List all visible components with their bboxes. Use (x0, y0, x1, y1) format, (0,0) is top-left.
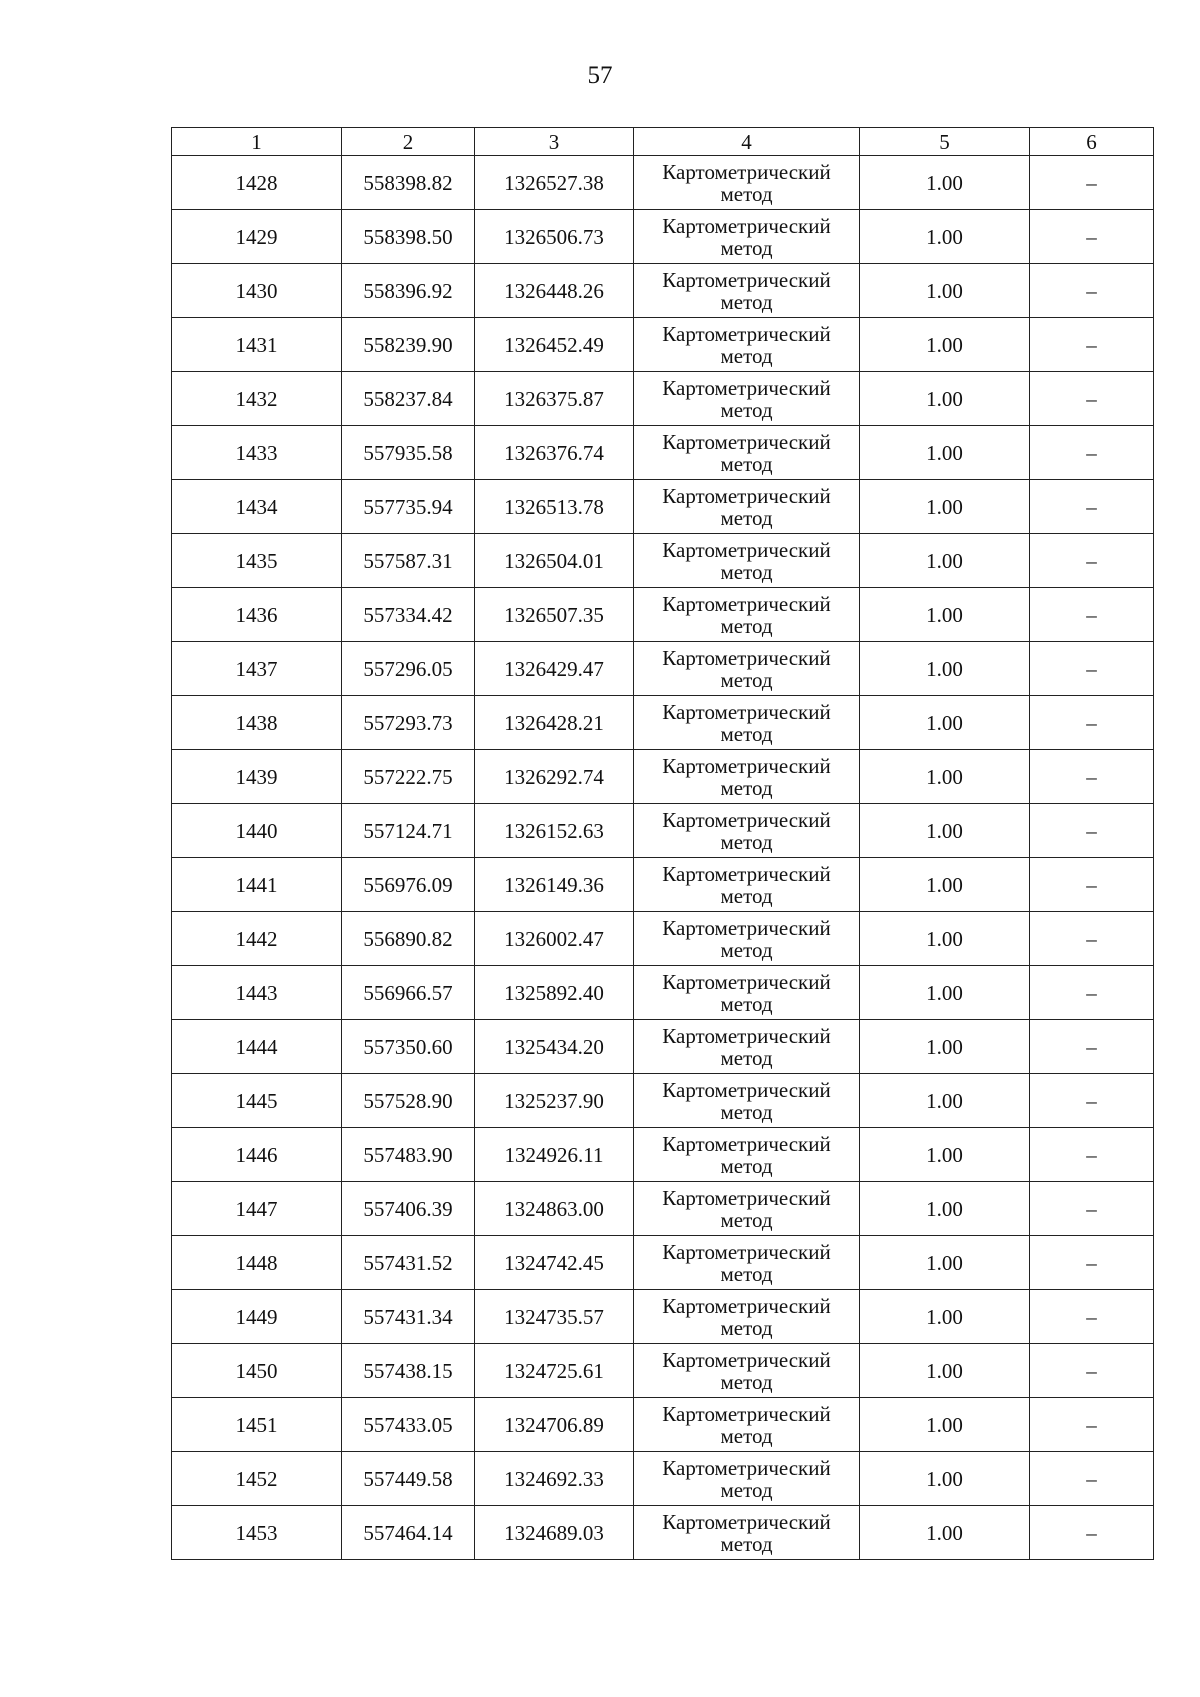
note-cell: – (1030, 1506, 1154, 1560)
method-line-2: метод (720, 991, 773, 1016)
accuracy-cell: 1.00 (860, 1506, 1030, 1560)
note-cell: – (1030, 1344, 1154, 1398)
method-line-2: метод (720, 667, 773, 692)
note-cell: – (1030, 210, 1154, 264)
table-row (172, 1506, 1154, 1560)
table-body (172, 156, 1154, 1560)
accuracy-cell: 1.00 (860, 642, 1030, 696)
header-row (172, 128, 1154, 156)
accuracy-cell: 1.00 (860, 1182, 1030, 1236)
x-coordinate-cell: 556890.82 (342, 912, 475, 966)
y-coordinate-cell: 1326149.36 (475, 858, 634, 912)
table-row (172, 1236, 1154, 1290)
accuracy-cell: 1.00 (860, 318, 1030, 372)
method-cell (634, 318, 860, 372)
page-number: 57 (587, 62, 613, 89)
method-line-1: Картометрический (662, 321, 831, 346)
y-coordinate-cell: 1326428.21 (475, 696, 634, 750)
note-cell: – (1030, 426, 1154, 480)
y-coordinate-cell: 1326504.01 (475, 534, 634, 588)
x-coordinate-cell: 557296.05 (342, 642, 475, 696)
method-cell (634, 426, 860, 480)
method-line-1: Картометрический (662, 645, 831, 670)
x-coordinate-cell: 556976.09 (342, 858, 475, 912)
table-row (172, 426, 1154, 480)
method-line-1: Картометрический (662, 753, 831, 778)
method-cell (634, 534, 860, 588)
table-row (172, 1128, 1154, 1182)
method-cell (634, 480, 860, 534)
accuracy-cell: 1.00 (860, 210, 1030, 264)
note-cell: – (1030, 264, 1154, 318)
method-cell (634, 858, 860, 912)
method-cell (634, 156, 860, 210)
table-row (172, 1182, 1154, 1236)
x-coordinate-cell: 557350.60 (342, 1020, 475, 1074)
accuracy-cell: 1.00 (860, 750, 1030, 804)
note-cell: – (1030, 1074, 1154, 1128)
method-line-1: Картометрический (662, 861, 831, 886)
method-cell (634, 966, 860, 1020)
method-line-1: Картометрический (662, 591, 831, 616)
method-line-1: Картометрический (662, 267, 831, 292)
coordinates-table (171, 127, 1154, 1560)
method-line-1: Картометрический (662, 483, 831, 508)
point-number-cell: 1445 (172, 1074, 342, 1128)
note-cell: – (1030, 642, 1154, 696)
table-row (172, 1344, 1154, 1398)
accuracy-cell: 1.00 (860, 480, 1030, 534)
point-number-cell: 1431 (172, 318, 342, 372)
table-row (172, 912, 1154, 966)
x-coordinate-cell: 557587.31 (342, 534, 475, 588)
table-row (172, 1020, 1154, 1074)
method-line-2: метод (720, 1369, 773, 1394)
point-number-cell: 1437 (172, 642, 342, 696)
note-cell: – (1030, 318, 1154, 372)
method-line-2: метод (720, 613, 773, 638)
method-line-2: метод (720, 1153, 773, 1178)
method-cell (634, 588, 860, 642)
point-number-cell: 1453 (172, 1506, 342, 1560)
method-cell (634, 264, 860, 318)
note-cell: – (1030, 858, 1154, 912)
accuracy-cell: 1.00 (860, 1020, 1030, 1074)
point-number-cell: 1452 (172, 1452, 342, 1506)
y-coordinate-cell: 1326513.78 (475, 480, 634, 534)
method-cell (634, 912, 860, 966)
method-line-2: метод (720, 559, 773, 584)
method-cell (634, 1074, 860, 1128)
note-cell: – (1030, 750, 1154, 804)
method-line-1: Картометрический (662, 375, 831, 400)
method-line-1: Картометрический (662, 807, 831, 832)
point-number-cell: 1448 (172, 1236, 342, 1290)
accuracy-cell: 1.00 (860, 1452, 1030, 1506)
method-line-1: Картометрический (662, 1347, 831, 1372)
method-cell (634, 696, 860, 750)
y-coordinate-cell: 1326429.47 (475, 642, 634, 696)
table-row (172, 696, 1154, 750)
header-col-1: 1 (172, 128, 342, 156)
accuracy-cell: 1.00 (860, 858, 1030, 912)
point-number-cell: 1447 (172, 1182, 342, 1236)
method-line-1: Картометрический (662, 1401, 831, 1426)
x-coordinate-cell: 557464.14 (342, 1506, 475, 1560)
y-coordinate-cell: 1324692.33 (475, 1452, 634, 1506)
y-coordinate-cell: 1326507.35 (475, 588, 634, 642)
point-number-cell: 1428 (172, 156, 342, 210)
note-cell: – (1030, 1020, 1154, 1074)
method-cell (634, 1290, 860, 1344)
method-line-1: Картометрический (662, 1239, 831, 1264)
method-cell (634, 1398, 860, 1452)
table-row (172, 966, 1154, 1020)
method-line-1: Картометрический (662, 1131, 831, 1156)
method-line-2: метод (720, 181, 773, 206)
method-line-1: Картометрический (662, 1509, 831, 1534)
method-cell (634, 210, 860, 264)
method-line-1: Картометрический (662, 699, 831, 724)
method-cell (634, 1452, 860, 1506)
y-coordinate-cell: 1326376.74 (475, 426, 634, 480)
y-coordinate-cell: 1324863.00 (475, 1182, 634, 1236)
x-coordinate-cell: 558398.82 (342, 156, 475, 210)
x-coordinate-cell: 557334.42 (342, 588, 475, 642)
y-coordinate-cell: 1326448.26 (475, 264, 634, 318)
method-line-2: метод (720, 1477, 773, 1502)
table-row (172, 1290, 1154, 1344)
accuracy-cell: 1.00 (860, 588, 1030, 642)
accuracy-cell: 1.00 (860, 1236, 1030, 1290)
note-cell: – (1030, 696, 1154, 750)
note-cell: – (1030, 912, 1154, 966)
x-coordinate-cell: 558398.50 (342, 210, 475, 264)
table-row (172, 750, 1154, 804)
y-coordinate-cell: 1324742.45 (475, 1236, 634, 1290)
method-line-2: метод (720, 1207, 773, 1232)
x-coordinate-cell: 557735.94 (342, 480, 475, 534)
method-line-2: метод (720, 1315, 773, 1340)
method-line-1: Картометрический (662, 1293, 831, 1318)
accuracy-cell: 1.00 (860, 912, 1030, 966)
point-number-cell: 1444 (172, 1020, 342, 1074)
accuracy-cell: 1.00 (860, 156, 1030, 210)
x-coordinate-cell: 557431.52 (342, 1236, 475, 1290)
note-cell: – (1030, 588, 1154, 642)
table-row (172, 480, 1154, 534)
x-coordinate-cell: 557222.75 (342, 750, 475, 804)
point-number-cell: 1443 (172, 966, 342, 1020)
x-coordinate-cell: 557293.73 (342, 696, 475, 750)
method-cell (634, 804, 860, 858)
method-line-1: Картометрический (662, 915, 831, 940)
point-number-cell: 1432 (172, 372, 342, 426)
header-col-2: 2 (342, 128, 475, 156)
method-cell (634, 1020, 860, 1074)
x-coordinate-cell: 557438.15 (342, 1344, 475, 1398)
table-row (172, 264, 1154, 318)
y-coordinate-cell: 1325892.40 (475, 966, 634, 1020)
table-row (172, 318, 1154, 372)
y-coordinate-cell: 1326152.63 (475, 804, 634, 858)
method-cell (634, 750, 860, 804)
method-line-1: Картометрический (662, 969, 831, 994)
method-line-2: метод (720, 829, 773, 854)
note-cell: – (1030, 1290, 1154, 1344)
table-row (172, 588, 1154, 642)
header-col-4: 4 (634, 128, 860, 156)
method-line-2: метод (720, 289, 773, 314)
method-cell (634, 1182, 860, 1236)
y-coordinate-cell: 1325434.20 (475, 1020, 634, 1074)
y-coordinate-cell: 1326375.87 (475, 372, 634, 426)
method-cell (634, 1506, 860, 1560)
x-coordinate-cell: 557431.34 (342, 1290, 475, 1344)
method-cell (634, 1236, 860, 1290)
method-line-1: Картометрический (662, 159, 831, 184)
method-line-2: метод (720, 775, 773, 800)
x-coordinate-cell: 557483.90 (342, 1128, 475, 1182)
method-line-1: Картометрический (662, 1455, 831, 1480)
y-coordinate-cell: 1326527.38 (475, 156, 634, 210)
table-row (172, 210, 1154, 264)
note-cell: – (1030, 480, 1154, 534)
header-col-3: 3 (475, 128, 634, 156)
y-coordinate-cell: 1324689.03 (475, 1506, 634, 1560)
accuracy-cell: 1.00 (860, 1398, 1030, 1452)
method-line-1: Картометрический (662, 1077, 831, 1102)
accuracy-cell: 1.00 (860, 1344, 1030, 1398)
y-coordinate-cell: 1324725.61 (475, 1344, 634, 1398)
table-row (172, 534, 1154, 588)
point-number-cell: 1436 (172, 588, 342, 642)
accuracy-cell: 1.00 (860, 1128, 1030, 1182)
y-coordinate-cell: 1326506.73 (475, 210, 634, 264)
x-coordinate-cell: 558239.90 (342, 318, 475, 372)
point-number-cell: 1438 (172, 696, 342, 750)
method-line-2: метод (720, 937, 773, 962)
point-number-cell: 1435 (172, 534, 342, 588)
method-line-1: Картометрический (662, 1185, 831, 1210)
method-cell (634, 1344, 860, 1398)
note-cell: – (1030, 534, 1154, 588)
method-line-2: метод (720, 1045, 773, 1070)
table-row (172, 858, 1154, 912)
y-coordinate-cell: 1324706.89 (475, 1398, 634, 1452)
point-number-cell: 1434 (172, 480, 342, 534)
x-coordinate-cell: 557406.39 (342, 1182, 475, 1236)
table-row (172, 156, 1154, 210)
accuracy-cell: 1.00 (860, 426, 1030, 480)
point-number-cell: 1451 (172, 1398, 342, 1452)
x-coordinate-cell: 558237.84 (342, 372, 475, 426)
point-number-cell: 1439 (172, 750, 342, 804)
method-line-2: метод (720, 883, 773, 908)
method-line-1: Картометрический (662, 537, 831, 562)
method-line-2: метод (720, 235, 773, 260)
method-line-1: Картометрический (662, 1023, 831, 1048)
point-number-cell: 1450 (172, 1344, 342, 1398)
table-row (172, 1452, 1154, 1506)
y-coordinate-cell: 1326452.49 (475, 318, 634, 372)
point-number-cell: 1449 (172, 1290, 342, 1344)
table-row (172, 1074, 1154, 1128)
x-coordinate-cell: 557433.05 (342, 1398, 475, 1452)
x-coordinate-cell: 557528.90 (342, 1074, 475, 1128)
accuracy-cell: 1.00 (860, 264, 1030, 318)
header-col-6: 6 (1030, 128, 1154, 156)
x-coordinate-cell: 557124.71 (342, 804, 475, 858)
table-row (172, 372, 1154, 426)
y-coordinate-cell: 1326292.74 (475, 750, 634, 804)
y-coordinate-cell: 1324735.57 (475, 1290, 634, 1344)
table-row (172, 804, 1154, 858)
point-number-cell: 1446 (172, 1128, 342, 1182)
table-row (172, 1398, 1154, 1452)
method-line-2: метод (720, 1423, 773, 1448)
accuracy-cell: 1.00 (860, 696, 1030, 750)
point-number-cell: 1442 (172, 912, 342, 966)
y-coordinate-cell: 1324926.11 (475, 1128, 634, 1182)
table-row (172, 642, 1154, 696)
y-coordinate-cell: 1325237.90 (475, 1074, 634, 1128)
header-col-5: 5 (860, 128, 1030, 156)
x-coordinate-cell: 557935.58 (342, 426, 475, 480)
accuracy-cell: 1.00 (860, 1074, 1030, 1128)
note-cell: – (1030, 1182, 1154, 1236)
note-cell: – (1030, 804, 1154, 858)
point-number-cell: 1429 (172, 210, 342, 264)
method-line-2: метод (720, 1261, 773, 1286)
method-cell (634, 1128, 860, 1182)
accuracy-cell: 1.00 (860, 372, 1030, 426)
method-line-2: метод (720, 451, 773, 476)
note-cell: – (1030, 372, 1154, 426)
x-coordinate-cell: 557449.58 (342, 1452, 475, 1506)
point-number-cell: 1433 (172, 426, 342, 480)
accuracy-cell: 1.00 (860, 534, 1030, 588)
method-line-2: метод (720, 343, 773, 368)
accuracy-cell: 1.00 (860, 966, 1030, 1020)
point-number-cell: 1441 (172, 858, 342, 912)
note-cell: – (1030, 1398, 1154, 1452)
method-cell (634, 642, 860, 696)
method-line-1: Картометрический (662, 213, 831, 238)
accuracy-cell: 1.00 (860, 804, 1030, 858)
note-cell: – (1030, 966, 1154, 1020)
note-cell: – (1030, 1452, 1154, 1506)
note-cell: – (1030, 156, 1154, 210)
method-line-2: метод (720, 505, 773, 530)
note-cell: – (1030, 1236, 1154, 1290)
accuracy-cell: 1.00 (860, 1290, 1030, 1344)
method-line-2: метод (720, 1099, 773, 1124)
point-number-cell: 1440 (172, 804, 342, 858)
x-coordinate-cell: 558396.92 (342, 264, 475, 318)
method-line-1: Картометрический (662, 429, 831, 454)
point-number-cell: 1430 (172, 264, 342, 318)
method-cell (634, 372, 860, 426)
x-coordinate-cell: 556966.57 (342, 966, 475, 1020)
y-coordinate-cell: 1326002.47 (475, 912, 634, 966)
method-line-2: метод (720, 1531, 773, 1556)
method-line-2: метод (720, 721, 773, 746)
note-cell: – (1030, 1128, 1154, 1182)
method-line-2: метод (720, 397, 773, 422)
